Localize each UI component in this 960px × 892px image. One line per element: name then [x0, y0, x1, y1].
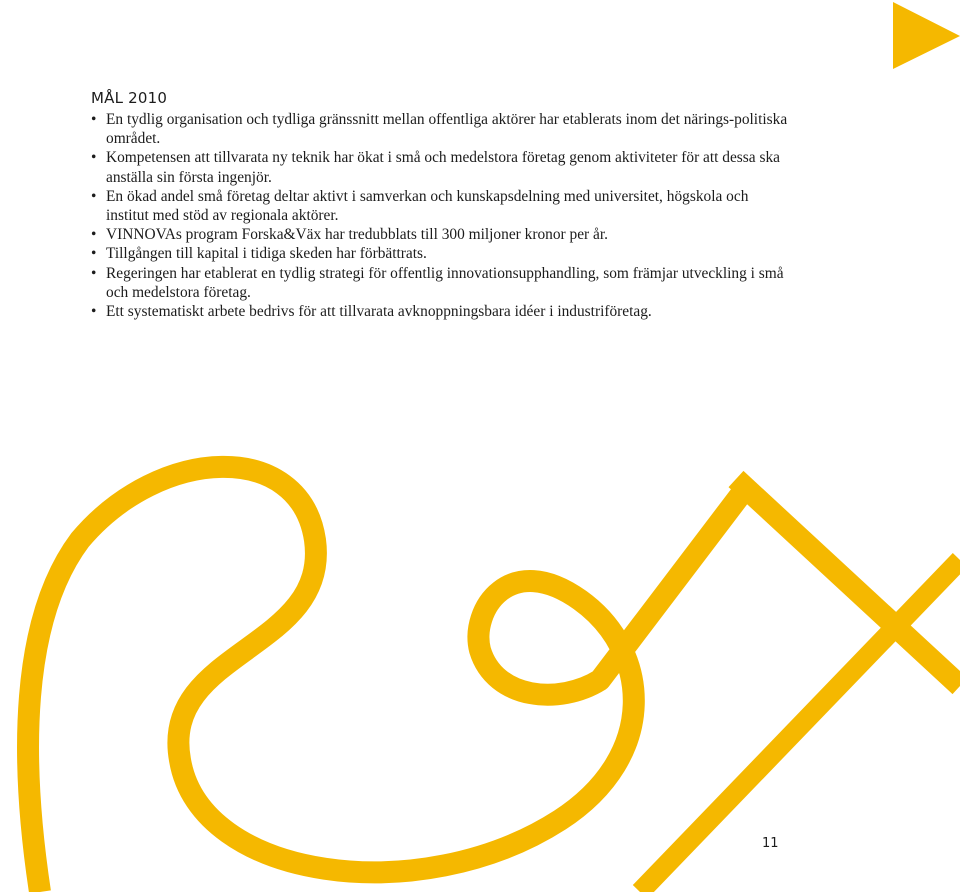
bullet-icon: • — [91, 111, 97, 128]
section-heading: MÅL 2010 — [91, 89, 168, 107]
bullet-icon: • — [91, 226, 97, 244]
list-item-text: VINNOVAs program Forska&Väx har tredubblats till 300 miljoner kronor per år. — [106, 226, 608, 244]
list-item — [91, 110, 791, 148]
list-item — [91, 187, 791, 225]
ribbon-stroke-end — [640, 560, 960, 892]
list-item — [91, 148, 791, 186]
list-item — [91, 264, 791, 302]
bullet-icon: • — [91, 149, 97, 167]
goals-list — [91, 110, 791, 321]
list-item-text: En tydlig organisation och tydliga gränssnitt mellan offentliga aktörer har etablerats inom det närings-politiska området. — [106, 111, 788, 148]
arrow-marker-icon — [893, 2, 960, 69]
bullet-icon: • — [91, 187, 97, 205]
list-item — [91, 225, 791, 244]
bullet-icon: • — [91, 245, 97, 263]
list-item-text: Ett systematiskt arbete bedrivs för att tillvarata avknoppningsbara idéer i industriföretag. — [106, 303, 652, 321]
list-item-text: Regeringen har etablerat en tydlig strategi för offentlig innovationsupphandling, som främjar utveckling i små och medelstora företag. — [106, 264, 784, 301]
list-item-text: Kompetensen att tillvarata ny teknik har ökat i små och medelstora företag genom aktiviteter för att dessa ska anställa sin första ingenjör. — [106, 149, 780, 186]
bullet-icon: • — [91, 264, 97, 282]
list-item — [91, 302, 791, 321]
bullet-icon: • — [91, 303, 97, 321]
ribbon-stroke — [28, 467, 748, 892]
goals-section — [91, 88, 791, 321]
list-item-text: En ökad andel små företag deltar aktivt i samverkan och kunskapsdelning med universitet, högskola och institut med stöd av regionala aktörer. — [106, 187, 749, 225]
list-item — [91, 244, 791, 263]
page-number: 11 — [762, 836, 779, 851]
list-item-text: Tillgången till kapital i tidiga skeden har förbättrats. — [106, 245, 427, 263]
